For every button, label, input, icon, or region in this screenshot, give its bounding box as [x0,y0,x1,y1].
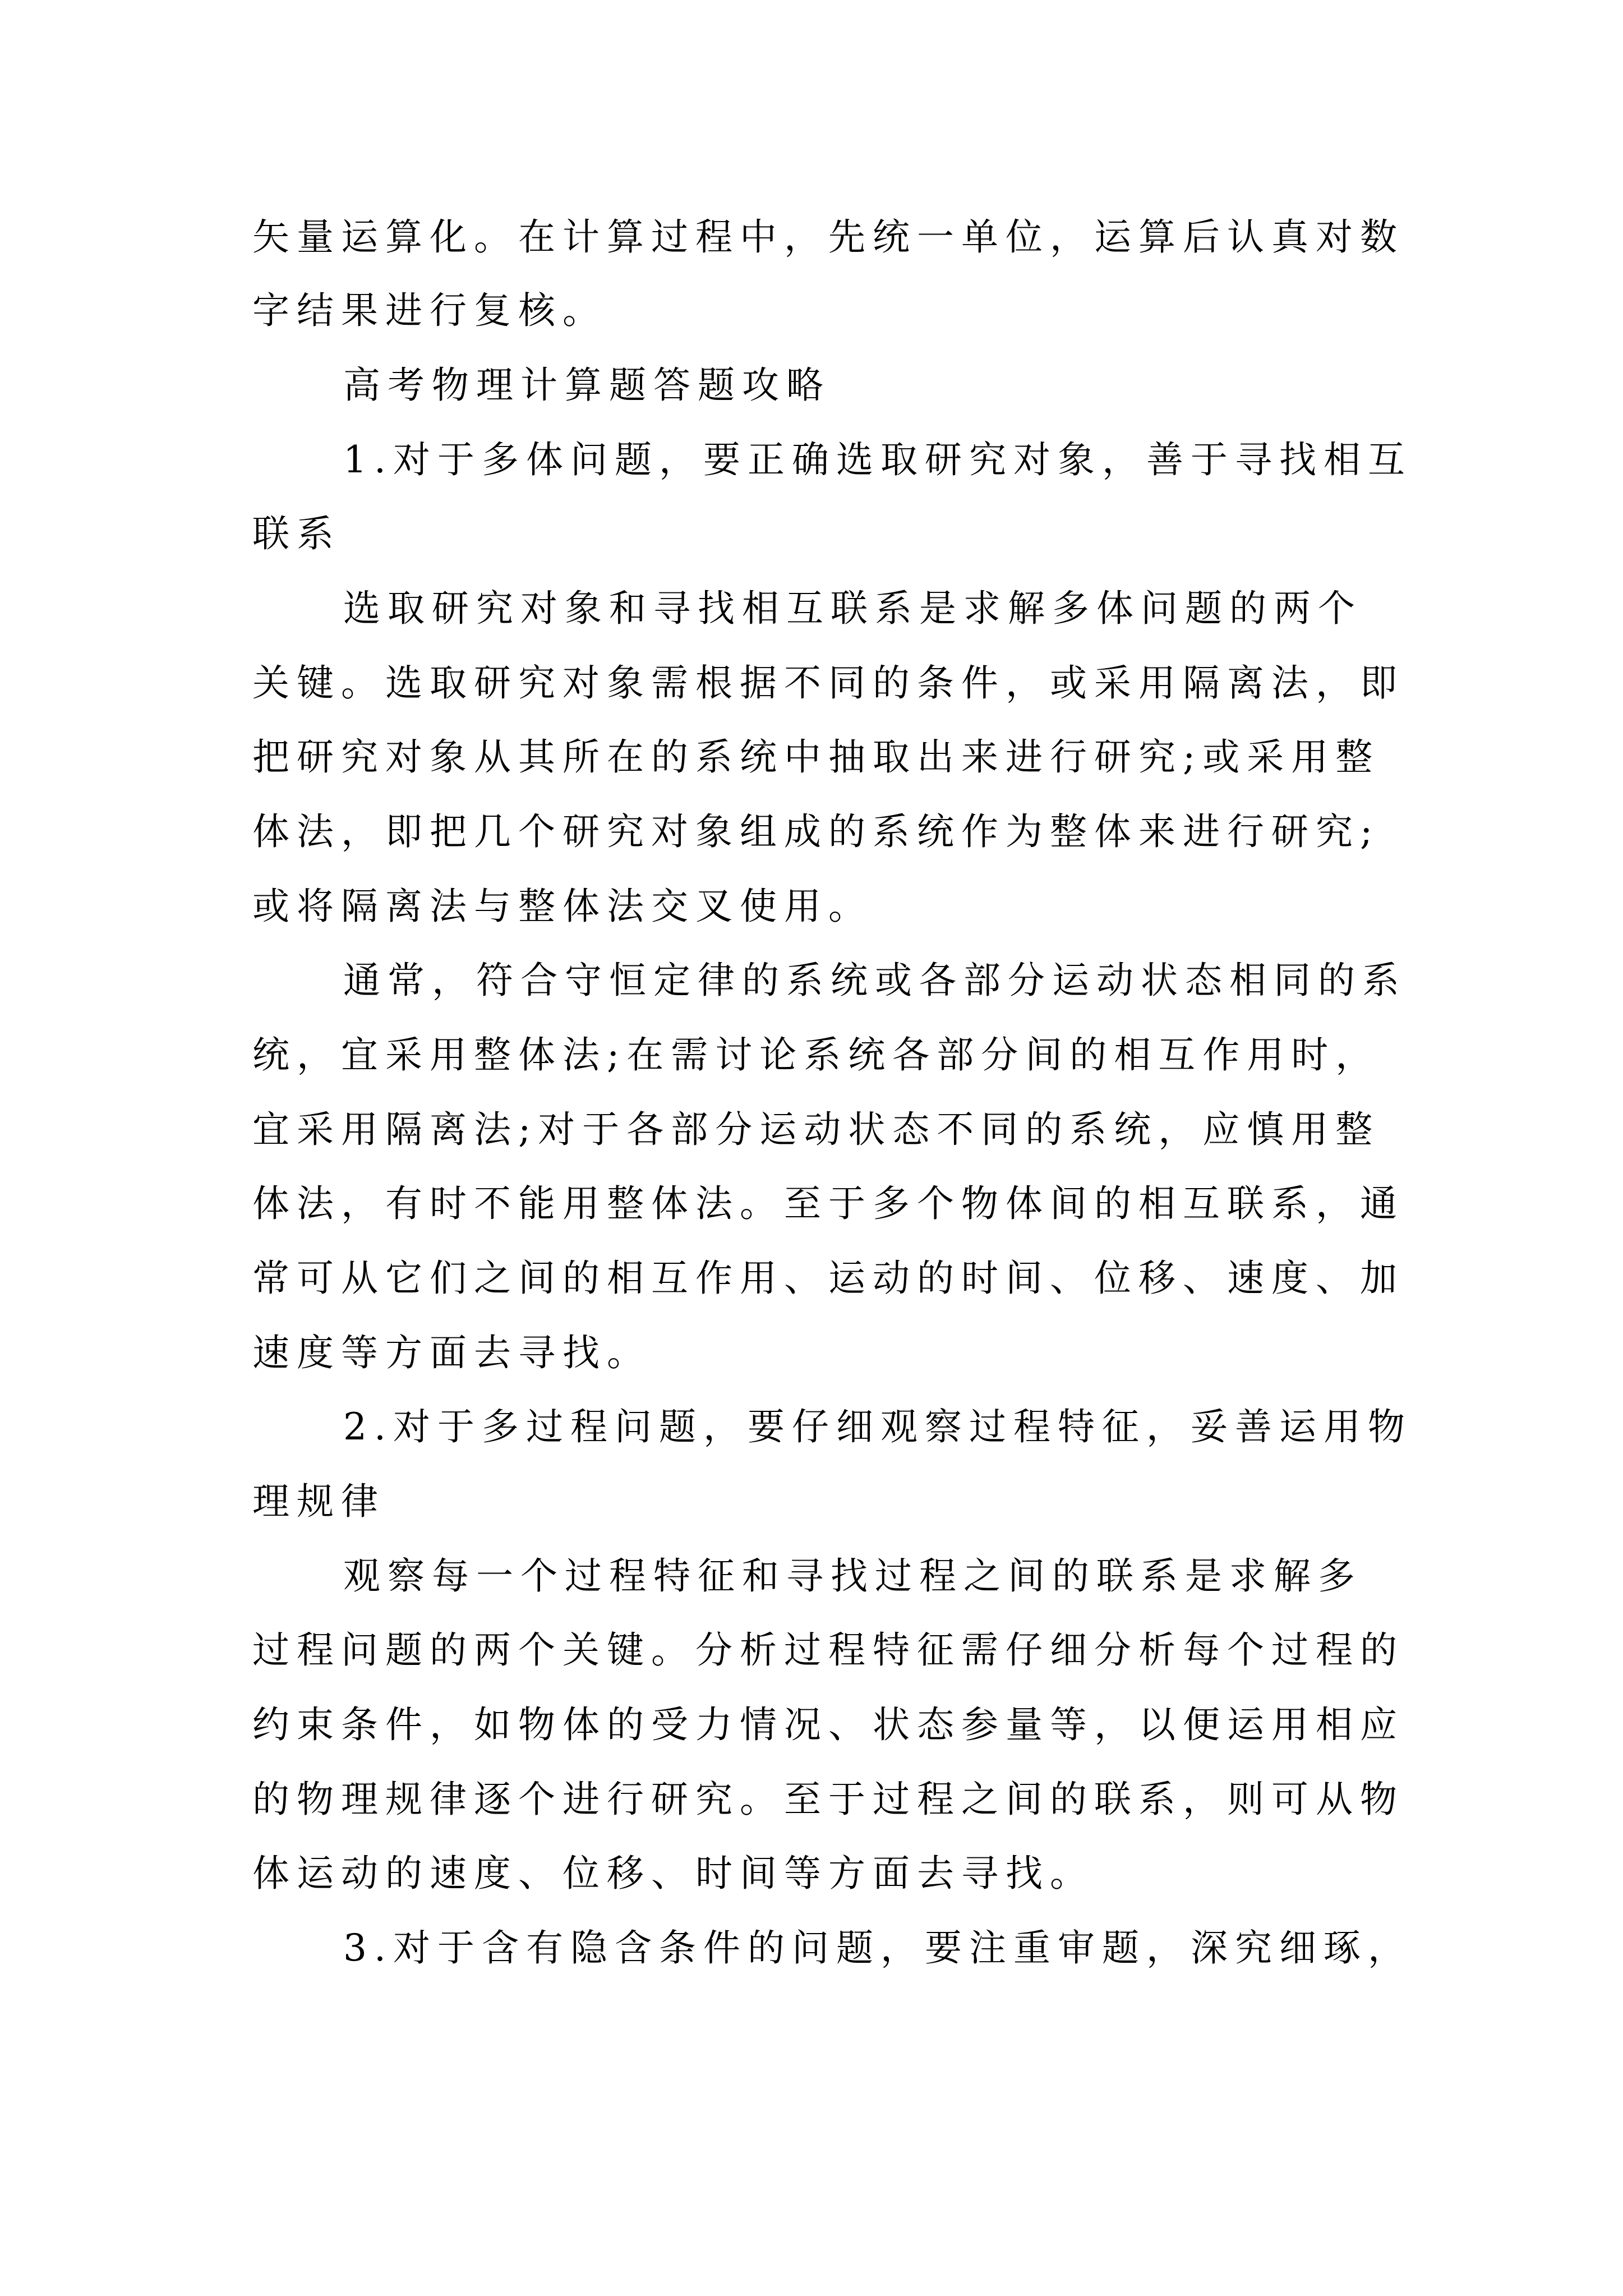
text-line: 观察每一个过程特征和寻找过程之间的联系是求解多 [343,1554,1362,1598]
section-heading: 高考物理计算题答题攻略 [343,364,831,407]
text-line: 体法，有时不能用整体法。至于多个物体间的相互联系，通 [252,1182,1404,1225]
text-line: 宜采用隔离法;对于各部分运动状态不同的系统，应慎用整 [252,1108,1380,1151]
text-line: 体运动的速度、位移、时间等方面去寻找。 [252,1852,1094,1895]
text-line: 约束条件，如物体的受力情况、状态参量等，以便运用相应 [252,1703,1404,1746]
numbered-heading: 1.对于多体问题，要正确选取研究对象，善于寻找相互 [343,438,1412,481]
text-line: 或将隔离法与整体法交叉使用。 [252,885,873,928]
numbered-heading: 3.对于含有隐含条件的问题，要注重审题，深究细琢， [343,1926,1412,1970]
numbered-heading-cont: 联系 [252,512,341,555]
text-line: 矢量运算化。在计算过程中，先统一单位，运算后认真对数 [252,215,1404,259]
text-line: 选取研究对象和寻找相互联系是求解多体问题的两个 [343,587,1362,630]
text-line: 通常，符合守恒定律的系统或各部分运动状态相同的系 [343,959,1407,1002]
text-line: 常可从它们之间的相互作用、运动的时间、位移、速度、加 [252,1257,1404,1300]
text-line: 把研究对象从其所在的系统中抽取出来进行研究;或采用整 [252,735,1380,779]
numbered-heading-cont: 理规律 [252,1480,385,1523]
text-line: 速度等方面去寻找。 [252,1331,651,1374]
text-line: 过程问题的两个关键。分析过程特征需仔细分析每个过程的 [252,1628,1404,1672]
text-line: 统，宜采用整体法;在需讨论系统各部分间的相互作用时， [252,1033,1380,1076]
text-line: 的物理规律逐个进行研究。至于过程之间的联系，则可从物 [252,1778,1404,1821]
text-line: 体法，即把几个研究对象组成的系统作为整体来进行研究; [252,810,1380,853]
text-line: 字结果进行复核。 [252,289,607,332]
text-line: 关键。选取研究对象需根据不同的条件，或采用隔离法，即 [252,661,1404,705]
numbered-heading: 2.对于多过程问题，要仔细观察过程特征，妥善运用物 [343,1405,1412,1448]
